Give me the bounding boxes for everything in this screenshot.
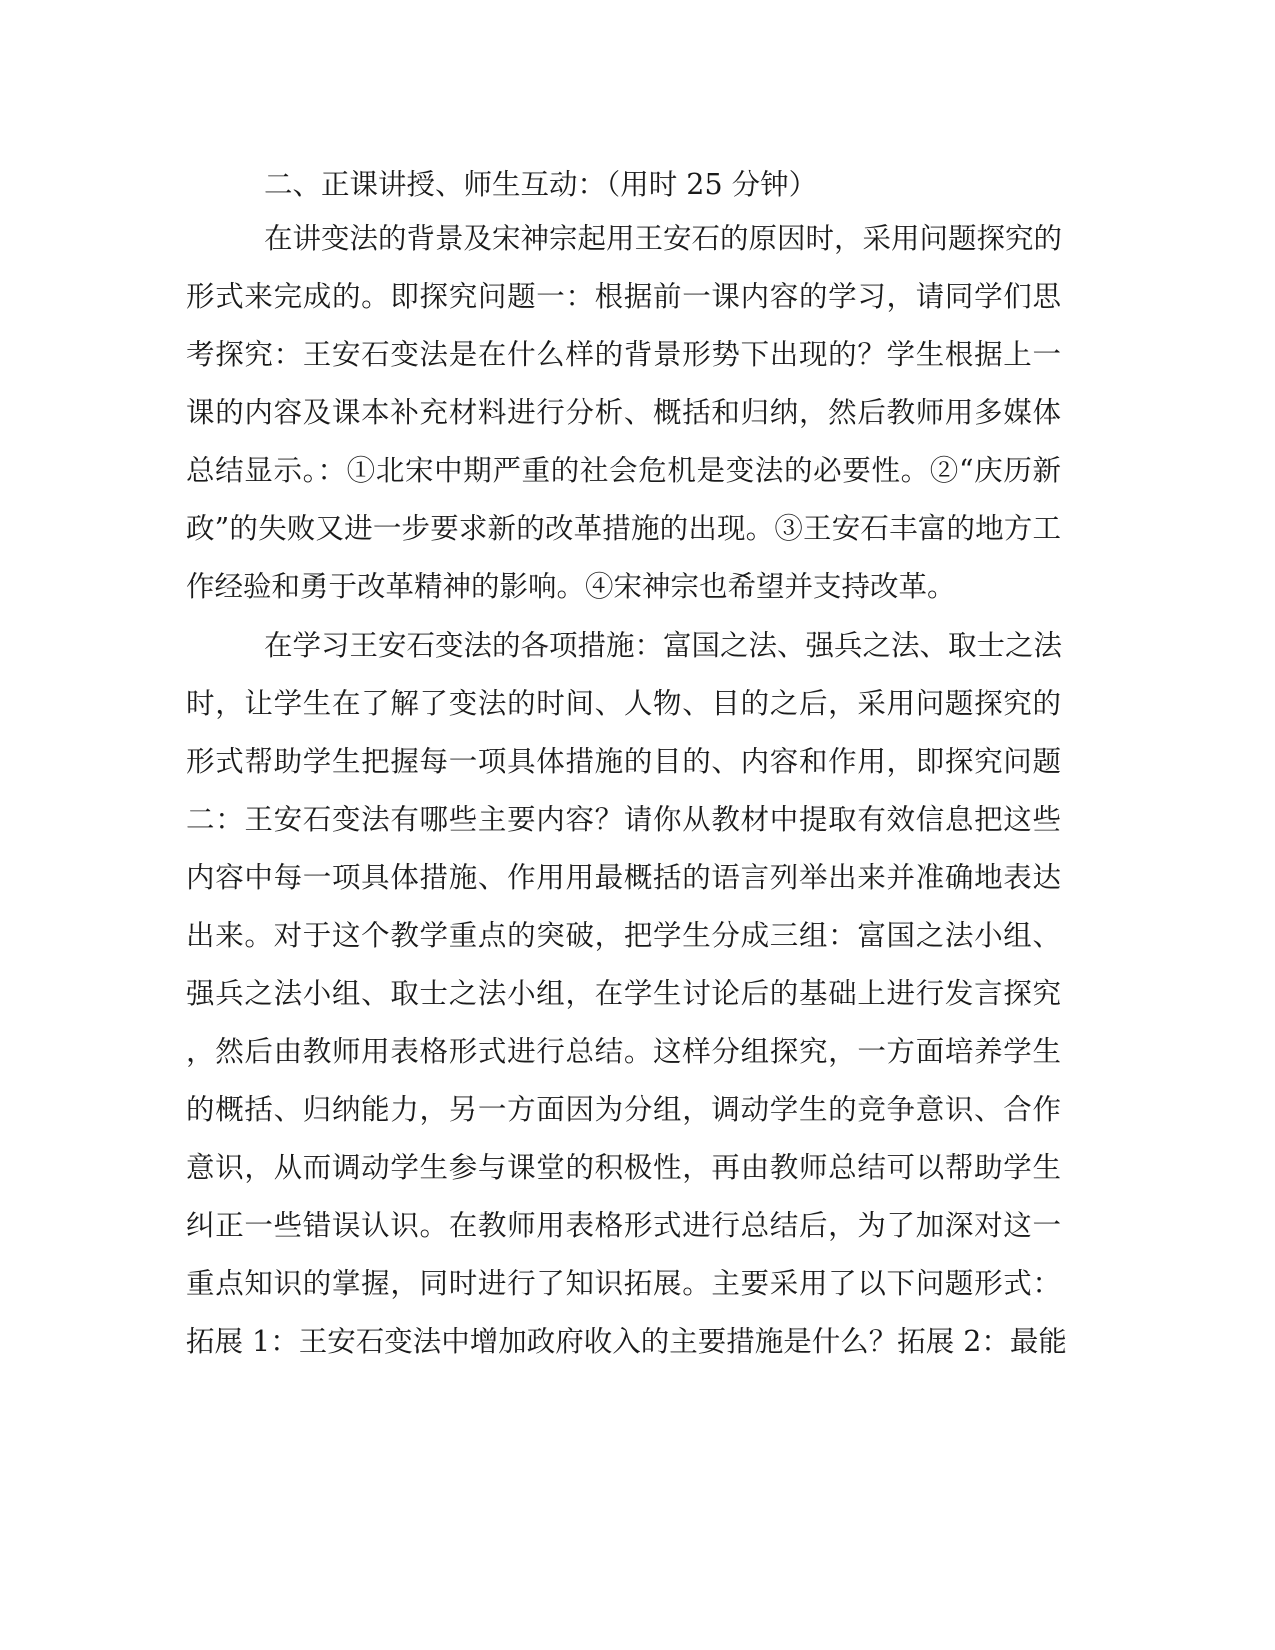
paragraph-line: 在讲变法的背景及宋神宗起用王安石的原因时，采用问题探究的 — [264, 222, 1063, 255]
paragraph-line: 拓展 1：王安石变法中增加政府收入的主要措施是什么？拓展 2：最能 — [186, 1325, 1067, 1358]
paragraph-line: 纠正一些错误认识。在教师用表格形式进行总结后，为了加深对这一 — [186, 1209, 1061, 1242]
paragraph-line: 意识，从而调动学生参与课堂的积极性，再由教师总结可以帮助学生 — [186, 1151, 1061, 1184]
paragraph-line: 政”的失败又进一步要求新的改革措施的出现。③王安石丰富的地方工 — [186, 512, 1061, 545]
paragraph-line: 考探究：王安石变法是在什么样的背景形势下出现的？学生根据上一 — [186, 338, 1061, 371]
paragraph-line: 的概括、归纳能力，另一方面因为分组，调动学生的竞争意识、合作 — [186, 1093, 1061, 1126]
section-heading: 二、正课讲授、师生互动：（用时 25 分钟） — [264, 168, 818, 201]
paragraph-line: 时，让学生在了解了变法的时间、人物、目的之后，采用问题探究的 — [186, 687, 1061, 720]
paragraph-line: 出来。对于这个教学重点的突破，把学生分成三组：富国之法小组、 — [186, 919, 1061, 952]
paragraph-line: 形式来完成的。即探究问题一：根据前一课内容的学习，请同学们思 — [186, 280, 1061, 313]
paragraph-line: 内容中每一项具体措施、作用用最概括的语言列举出来并准确地表达 — [186, 861, 1061, 894]
paragraph-line: 二：王安石变法有哪些主要内容？请你从教材中提取有效信息把这些 — [186, 803, 1061, 836]
paragraph-line: 形式帮助学生把握每一项具体措施的目的、内容和作用，即探究问题 — [186, 745, 1061, 778]
paragraph-line: 重点知识的掌握，同时进行了知识拓展。主要采用了以下问题形式： — [186, 1267, 1061, 1300]
paragraph-line: ，然后由教师用表格形式进行总结。这样分组探究，一方面培养学生 — [186, 1035, 1061, 1068]
paragraph-line: 课的内容及课本补充材料进行分析、概括和归纳，然后教师用多媒体 — [186, 396, 1061, 429]
paragraph-line: 在学习王安石变法的各项措施：富国之法、强兵之法、取士之法 — [264, 629, 1063, 662]
paragraph-line: 强兵之法小组、取士之法小组，在学生讨论后的基础上进行发言探究 — [186, 977, 1061, 1010]
paragraph-line: 作经验和勇于改革精神的影响。④宋神宗也希望并支持改革。 — [186, 570, 956, 603]
paragraph-line: 总结显示。：①北宋中期严重的社会危机是变法的必要性。②“庆历新 — [186, 454, 1061, 487]
